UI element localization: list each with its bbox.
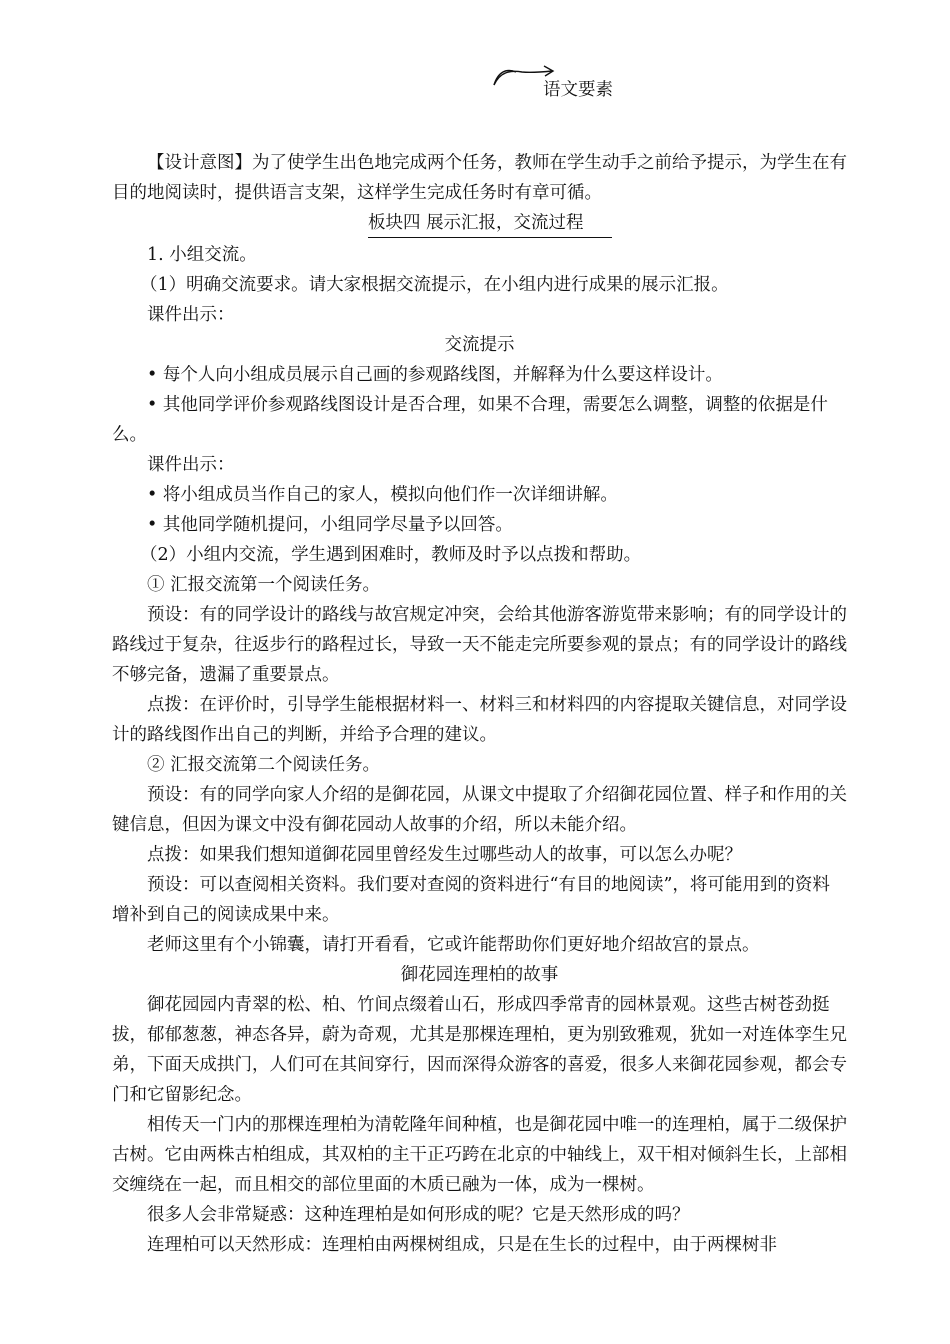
paragraph-17: 预设：可以查阅相关资料。我们要对查阅的资料进行“有目的地阅读”，将可能用到的资料增补到自己的阅读成果中来。: [112, 875, 830, 925]
paragraph-10: （2）小组内交流，学生遇到困难时，教师及时予以点拨和帮助。: [140, 545, 642, 565]
paragraph-6: • 其他同学评价参观路线图设计是否合理，如果不合理，需要怎么调整，调整的依据是什么。: [112, 395, 828, 445]
paragraph-18: 老师这里有个小锦囊，请打开看看，它或许能帮助你们更好地介绍故宫的景点。: [147, 935, 760, 955]
paragraph-21: 相传天一门内的那棵连理柏为清乾隆年间种植，也是御花园中唯一的连理柏，属于二级保护古树。它由两株古柏组成，其双柏的主干正巧跨在北京的中轴线上，双干相对倾斜生长，上部相交缠绕在一起，而且相交的部位里面的木质已融为一体，成为一棵树。: [112, 1115, 847, 1195]
annotation-label: 语文要素: [543, 80, 613, 100]
paragraph-1: 1. 小组交流。: [147, 245, 257, 265]
design-intent-paragraph: 【设计意图】为了使学生出色地完成两个任务，教师在学生动手之前给予提示，为学生在有目的地阅读时，提供语言支架，这样学生完成任务时有章可循。: [112, 153, 847, 203]
paragraph-22: 很多人会非常疑惑：这种连理柏是如何形成的呢？它是天然形成的吗？: [147, 1205, 690, 1225]
paragraph-20: 御花园园内青翠的松、柏、竹间点缀着山石，形成四季常青的园林景观。这些古树苍劲挺拔，郁郁葱葱，神态各异，蔚为奇观，尤其是那棵连理柏，更为别致雅观，犹如一对连体孪生兄弟，下面天成拱门，人们可在其间穿行，因而深得众游客的喜爱，很多人来御花园参观，都会专门和它留影纪念。: [112, 995, 847, 1105]
section-heading-block: [112, 208, 847, 240]
paragraph-5: • 每个人向小组成员展示自己画的参观路线图，并解释为什么要这样设计。: [147, 365, 723, 385]
paragraph-8: • 将小组成员当作自己的家人，模拟向他们作一次详细讲解。: [147, 485, 618, 505]
paragraph-7: 课件出示：: [147, 455, 235, 475]
document-page: [112, 148, 847, 1260]
paragraph-13: 点拨：在评价时，引导学生能根据材料一、材料三和材料四的内容提取关键信息，对同学设计的路线图作出自己的判断，并给予合理的建议。: [112, 695, 847, 745]
paragraph-14: ② 汇报交流第二个阅读任务。: [147, 755, 381, 775]
paragraph-3: 课件出示：: [147, 305, 235, 325]
paragraph-9: • 其他同学随机提问，小组同学尽量予以回答。: [147, 515, 513, 535]
heading-underline: [368, 237, 612, 238]
paragraph-23: 连理柏可以天然形成：连理柏由两棵树组成，只是在生长的过程中，由于两棵树非: [147, 1235, 777, 1255]
story-title: 御花园连理柏的故事: [400, 965, 559, 985]
exchange-tips-title: 交流提示: [444, 335, 515, 355]
paragraph-15: 预设：有的同学向家人介绍的是御花园，从课文中提取了介绍御花园位置、样子和作用的关键信息，但因为课文中没有御花园动人故事的介绍，所以未能介绍。: [112, 785, 847, 835]
paragraph-2: （1）明确交流要求。请大家根据交流提示，在小组内进行成果的展示汇报。: [140, 275, 729, 295]
paragraph-11: ① 汇报交流第一个阅读任务。: [147, 575, 381, 595]
paragraph-12: 预设：有的同学设计的路线与故宫规定冲突，会给其他游客游览带来影响；有的同学设计的路线过于复杂，往返步行的路程过长，导致一天不能走完所要参观的景点；有的同学设计的路线不够完备，遗漏了重要景点。: [112, 605, 847, 685]
section-heading: 板块四 展示汇报，交流过程: [368, 213, 584, 233]
paragraph-16: 点拨：如果我们想知道御花园里曾经发生过哪些动人的故事，可以怎么办呢？: [147, 845, 742, 865]
